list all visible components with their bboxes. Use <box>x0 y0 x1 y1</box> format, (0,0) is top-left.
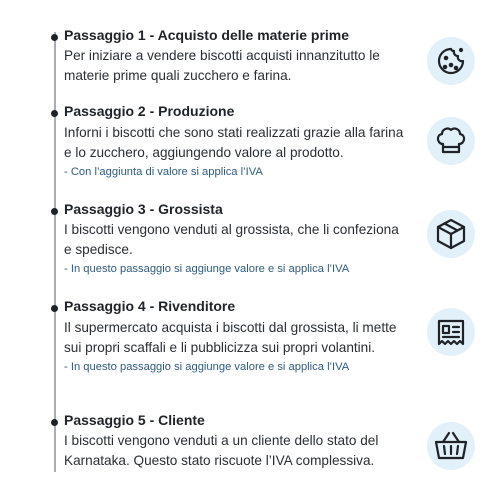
step-title: Passaggio 4 - Rivenditore <box>64 298 236 314</box>
timeline-dot <box>51 110 58 117</box>
step-title: Passaggio 1 - Acquisto delle materie prime <box>64 27 350 43</box>
timeline-line <box>54 32 56 472</box>
step-note: - Con l’aggiunta di valore si applica l’IVA <box>64 166 263 178</box>
step-title: Passaggio 2 - Produzione <box>64 103 235 119</box>
step-description: I biscotti vengono venduti al grossista, che li confeziona e spedisce. <box>64 222 399 257</box>
step-description: Inforni i biscotti che sono stati realizzati grazie alla farina e lo zucchero, aggiungendo valore al prodotto. <box>64 125 404 160</box>
package-box-icon <box>427 210 475 258</box>
shopping-basket-icon <box>427 422 475 470</box>
step-title: Passaggio 5 - Cliente <box>64 412 205 428</box>
timeline-dot <box>51 305 58 312</box>
flyer-receipt-icon <box>427 308 475 356</box>
step-note: - In questo passaggio si aggiunge valore e si applica l’IVA <box>64 263 350 275</box>
chef-hat-icon <box>427 117 475 165</box>
step-description: Per iniziare a vendere biscotti acquisti innanzitutto le materie prime quali zucchero e farina. <box>64 48 380 83</box>
timeline-dot <box>51 419 58 426</box>
step-description: I biscotti vengono venduti a un cliente dello stato del Karnataka. Questo stato riscuote l’IVA complessiva. <box>64 433 379 468</box>
step-description: Il supermercato acquista i biscotti dal grossista, li mette sui propri scaffali e li pubblicizza sui propri volantini. <box>64 320 397 355</box>
timeline-dot <box>51 34 58 41</box>
cookie-icon <box>427 37 475 85</box>
step-note: - In questo passaggio si aggiunge valore e si applica l’IVA <box>64 361 350 373</box>
timeline-dot <box>51 208 58 215</box>
step-title: Passaggio 3 - Grossista <box>64 201 223 217</box>
